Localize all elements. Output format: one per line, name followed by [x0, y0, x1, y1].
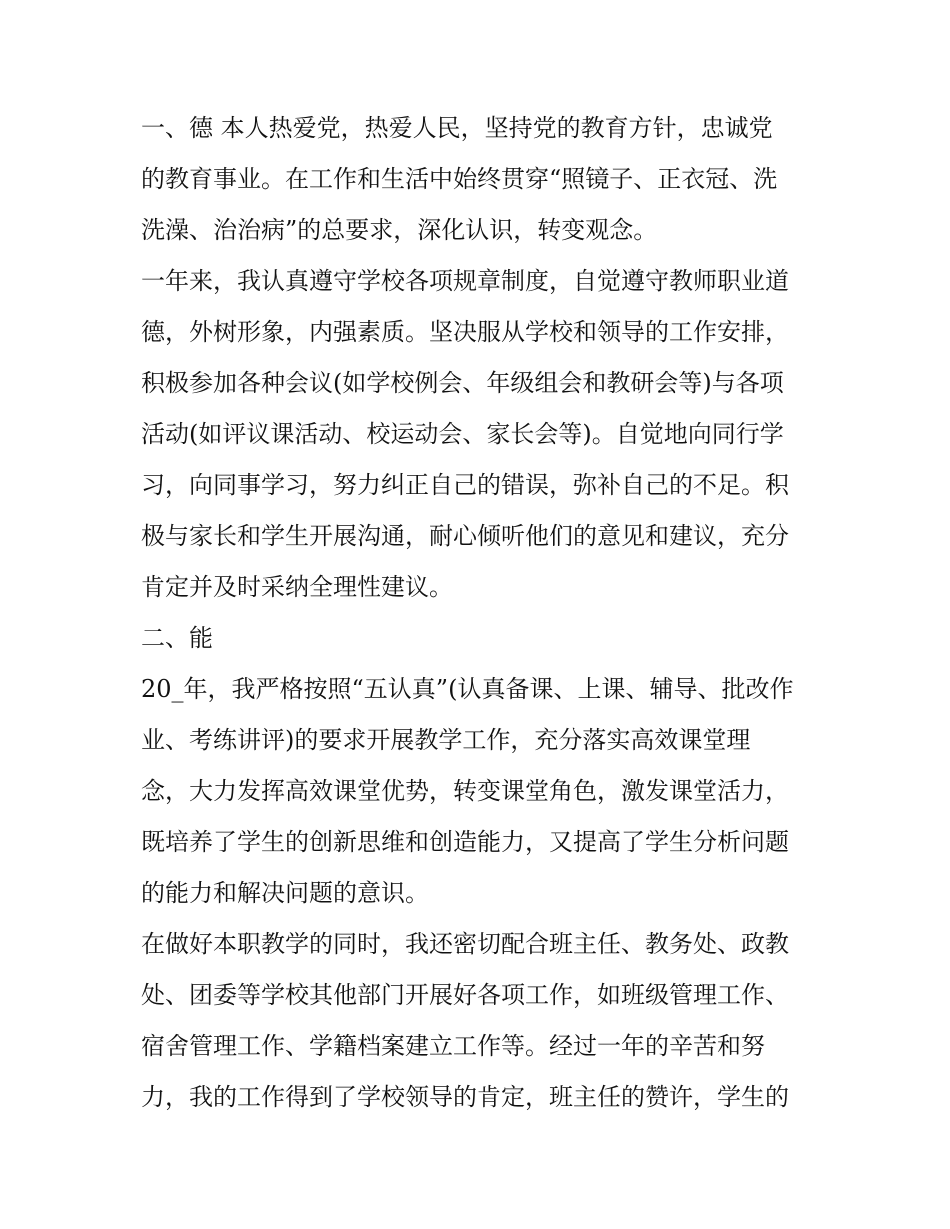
text-line: 的能力和解决问题的意识。	[141, 879, 429, 907]
document-body	[141, 103, 821, 1123]
text-line: 力，我的工作得到了学校领导的肯定，班主任的赞许，学生的	[141, 1083, 789, 1111]
section-heading: 二、能	[141, 624, 213, 652]
text-line: 洗澡、治治病”的总要求，深化认识，转变观念。	[141, 216, 658, 244]
text-line: 肯定并及时采纳全理性建议。	[141, 573, 453, 601]
text-line: 处、团委等学校其他部门开展好各项工作，如班级管理工作、	[141, 981, 789, 1009]
text-line: 积极参加各种会议(如学校例会、年级组会和教研会等)与各项	[141, 369, 784, 397]
text-line: 在做好本职教学的同时，我还密切配合班主任、教务处、政教	[141, 930, 789, 958]
text-line: 活动(如评议课活动、校运动会、家长会等)。自觉地向同行学	[141, 420, 784, 448]
text-line: 一年来，我认真遵守学校各项规章制度，自觉遵守教师职业道	[141, 267, 789, 295]
text-line: 宿舍管理工作、学籍档案建立工作等。经过一年的辛苦和努	[141, 1032, 765, 1060]
text-line: 极与家长和学生开展沟通，耐心倾听他们的意见和建议，充分	[141, 522, 789, 550]
text-line: 习，向同事学习，努力纠正自己的错误，弥补自己的不足。积	[141, 471, 789, 499]
text-line: 德，外树形象，内强素质。坚决服从学校和领导的工作安排，	[141, 318, 789, 346]
text-line: 念，大力发挥高效课堂优势，转变课堂角色，激发课堂活力，	[141, 777, 789, 805]
text-line: 业、考练讲评)的要求开展教学工作，充分落实高效课堂理	[141, 726, 751, 754]
text-line: 的教育事业。在工作和生活中始终贯穿“照镜子、正衣冠、洗	[141, 165, 778, 193]
text-line: 20_年，我严格按照“五认真”(认真备课、上课、辅导、批改作	[141, 675, 794, 703]
text-line: 既培养了学生的创新思维和创造能力，又提高了学生分析问题	[141, 828, 789, 856]
text-line: 一、德 本人热爱党，热爱人民，坚持党的教育方针，忠诚党	[141, 114, 773, 142]
